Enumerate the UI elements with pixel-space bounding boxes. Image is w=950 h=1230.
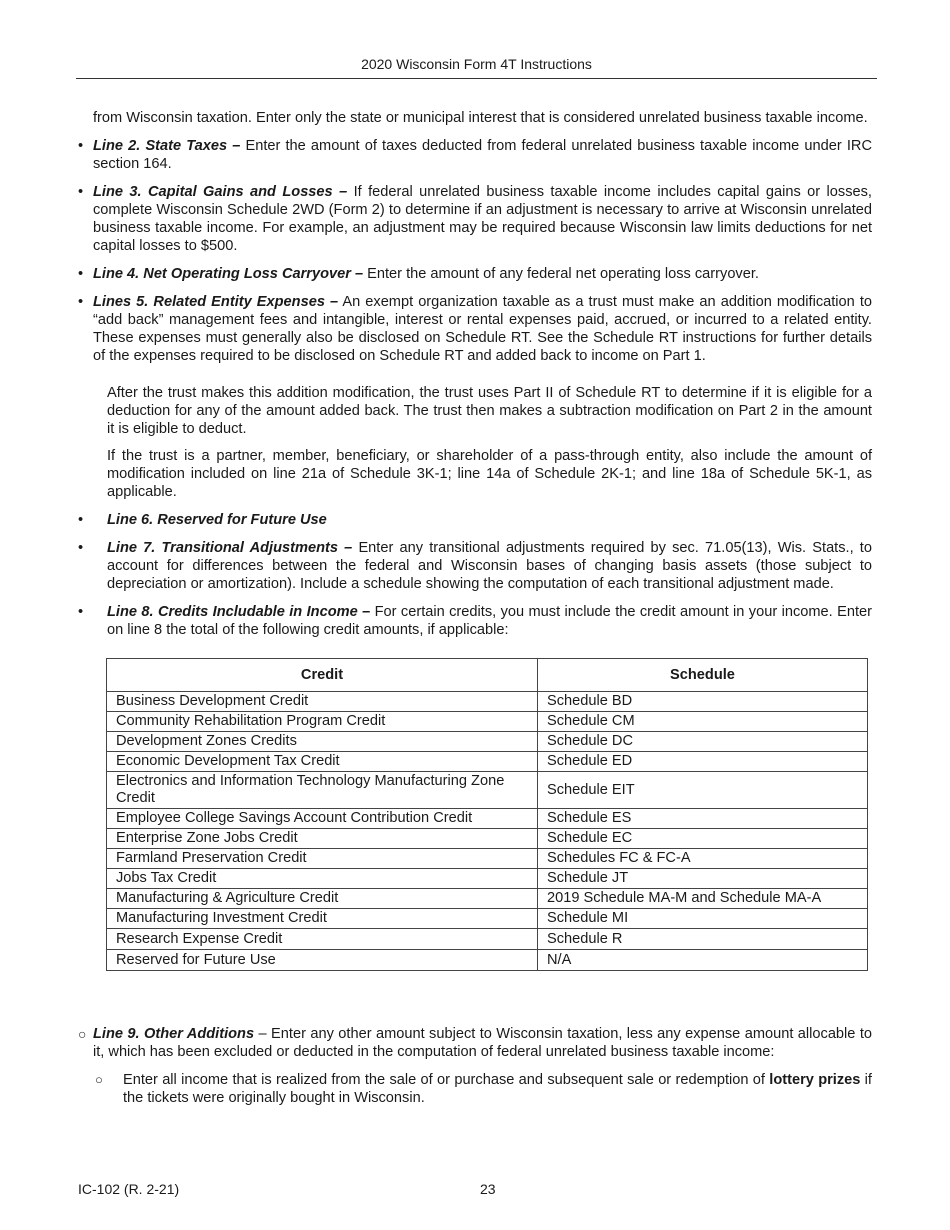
schedule-cell: Schedule MI xyxy=(538,909,868,929)
line-8-lead: Line 8. Credits Includable in Income – xyxy=(107,604,371,620)
line-7-item xyxy=(76,539,872,593)
line-3-item xyxy=(76,183,872,255)
line-9-text: – Enter any other amount subject to Wisconsin taxation, less any expense amount allocable to it, which has been excluded or deducted in the computation of federal unrelated business taxable income: xyxy=(93,1026,872,1060)
circle-bullet-icon: ○ xyxy=(78,1026,87,1042)
bullet-icon: • xyxy=(78,604,84,620)
credit-cell: Enterprise Zone Jobs Credit xyxy=(107,829,538,849)
instructions-body xyxy=(76,109,872,1107)
credit-cell: Development Zones Credits xyxy=(107,732,538,752)
bullet-icon: • xyxy=(78,540,84,556)
credit-cell: Employee College Savings Account Contribution Credit xyxy=(107,809,538,829)
line-5-lead: Lines 5. Related Entity Expenses – xyxy=(93,294,339,310)
schedule-cell: Schedule EIT xyxy=(538,772,868,809)
line-2-lead: Line 2. State Taxes – xyxy=(93,138,241,154)
form-id: IC-102 (R. 2-21) xyxy=(78,1181,180,1197)
schedule-cell: Schedule BD xyxy=(538,692,868,712)
lottery-prizes-term: lottery prizes xyxy=(769,1072,861,1088)
table-row xyxy=(107,712,868,732)
schedule-cell: 2019 Schedule MA-M and Schedule MA-A xyxy=(538,889,868,909)
credit-cell: Business Development Credit xyxy=(107,692,538,712)
schedule-cell: Schedule R xyxy=(538,929,868,950)
table-row xyxy=(107,849,868,869)
table-row xyxy=(107,732,868,752)
line-3-lead: Line 3. Capital Gains and Losses – xyxy=(93,184,348,200)
bullet-icon: • xyxy=(78,512,84,528)
line-2-item xyxy=(76,137,872,173)
bullet-icon: • xyxy=(78,138,84,154)
schedule-cell: Schedule JT xyxy=(538,869,868,889)
line-6-lead: Line 6. Reserved for Future Use xyxy=(107,512,327,528)
schedule-column-header: Schedule xyxy=(538,659,868,692)
line-5-text: An exempt organization taxable as a trust must make an addition modification to “add back” management fees and intangible, interest or rental expenses paid, accrued, or incurred to a related entity. These expenses must generally also be disclosed on Schedule RT. See the Schedule RT instructions for further details of the expenses required to be disclosed on Schedule RT and added back to income on Part 1. xyxy=(93,294,872,364)
line-9-sub-item xyxy=(76,1071,872,1107)
table-row xyxy=(107,829,868,849)
credit-cell: Economic Development Tax Credit xyxy=(107,752,538,772)
line-5-item xyxy=(76,293,872,365)
schedule-cell: Schedule CM xyxy=(538,712,868,732)
table-row xyxy=(107,929,868,950)
bullet-icon: • xyxy=(78,184,84,200)
table-row xyxy=(107,909,868,929)
credit-cell: Farmland Preservation Credit xyxy=(107,849,538,869)
schedule-cell: Schedule EC xyxy=(538,829,868,849)
line-4-text: Enter the amount of any federal net operating loss carryover. xyxy=(363,266,759,282)
line-8-text: For certain credits, you must include the credit amount in your income. Enter on line 8 the total of the following credit amounts, if applicable: xyxy=(107,604,872,638)
intro-paragraph: from Wisconsin taxation. Enter only the state or municipal interest that is considered unrelated business taxable income. xyxy=(93,110,868,126)
schedule-cell: Schedule DC xyxy=(538,732,868,752)
credit-cell: Manufacturing Investment Credit xyxy=(107,909,538,929)
line-9-item xyxy=(76,1025,872,1061)
table-row xyxy=(107,692,868,712)
credit-cell: Community Rehabilitation Program Credit xyxy=(107,712,538,732)
credit-cell: Reserved for Future Use xyxy=(107,950,538,971)
schedule-cell: N/A xyxy=(538,950,868,971)
credit-cell: Manufacturing & Agriculture Credit xyxy=(107,889,538,909)
credit-cell: Electronics and Information Technology Manufacturing Zone Credit xyxy=(107,772,538,809)
line-7-text: Enter any transitional adjustments required by sec. 71.05(13), Wis. Stats., to account for differences between the federal and Wisconsin bases of changing basis assets (those subject to depreciation or amortization). Include a schedule showing the computation of each transitional adjustment made. xyxy=(107,540,872,592)
credit-column-header: Credit xyxy=(107,659,538,692)
page-header: 2020 Wisconsin Form 4T Instructions xyxy=(76,56,877,79)
schedule-cell: Schedule ES xyxy=(538,809,868,829)
schedule-cell: Schedule ED xyxy=(538,752,868,772)
table-row xyxy=(107,869,868,889)
line-4-item xyxy=(76,265,872,283)
line-9-sub-text-end: if the tickets were originally bought in Wisconsin. xyxy=(123,1072,872,1106)
credit-cell: Jobs Tax Credit xyxy=(107,869,538,889)
credits-table-header-row xyxy=(107,659,868,692)
line-7-lead: Line 7. Transitional Adjustments – xyxy=(107,540,353,556)
circle-bullet-icon: ○ xyxy=(95,1072,103,1087)
credits-table xyxy=(106,658,868,971)
line-3-text: If federal unrelated business taxable income includes capital gains or losses, complete Wisconsin Schedule 2WD (Form 2) to determine if an adjustment is necessary to arrive at Wisconsin unrelated business taxable income. For example, an adjustment may be required because Wisconsin law limits deductions for net capital losses to $500. xyxy=(93,184,872,254)
line-6-item xyxy=(76,511,872,529)
table-row xyxy=(107,889,868,909)
line-2-text: Enter the amount of taxes deducted from federal unrelated business taxable income under IRC section 164. xyxy=(93,138,873,172)
credit-cell: Research Expense Credit xyxy=(107,929,538,950)
line-4-lead: Line 4. Net Operating Loss Carryover – xyxy=(93,266,364,282)
bullet-icon: • xyxy=(78,294,84,310)
line-9-lead: Line 9. Other Additions xyxy=(93,1026,255,1042)
schedule-cell: Schedules FC & FC-A xyxy=(538,849,868,869)
table-row xyxy=(107,772,868,809)
line-9-sub-text: Enter all income that is realized from the sale of or purchase and subsequent sale or redemption of xyxy=(123,1072,770,1088)
table-row xyxy=(107,950,868,971)
line-5-paragraph-3: If the trust is a partner, member, beneficiary, or shareholder of a pass-through entity, also include the amount of modification included on line 21a of Schedule 3K-1; line 14a of Schedule 2K-1; and line 18a of Schedule 5K-1, as applicable. xyxy=(107,448,872,500)
table-row xyxy=(107,809,868,829)
table-row xyxy=(107,752,868,772)
line-5-paragraph-2: After the trust makes this addition modification, the trust uses Part II of Schedule RT to determine if it is eligible for a deduction for any of the amount added back. The trust then makes a subtraction modification on Part 2 in the amount it is eligible to deduct. xyxy=(107,385,872,437)
line-8-item xyxy=(76,603,872,639)
bullet-icon: • xyxy=(78,266,84,282)
page-number: 23 xyxy=(480,1181,496,1197)
